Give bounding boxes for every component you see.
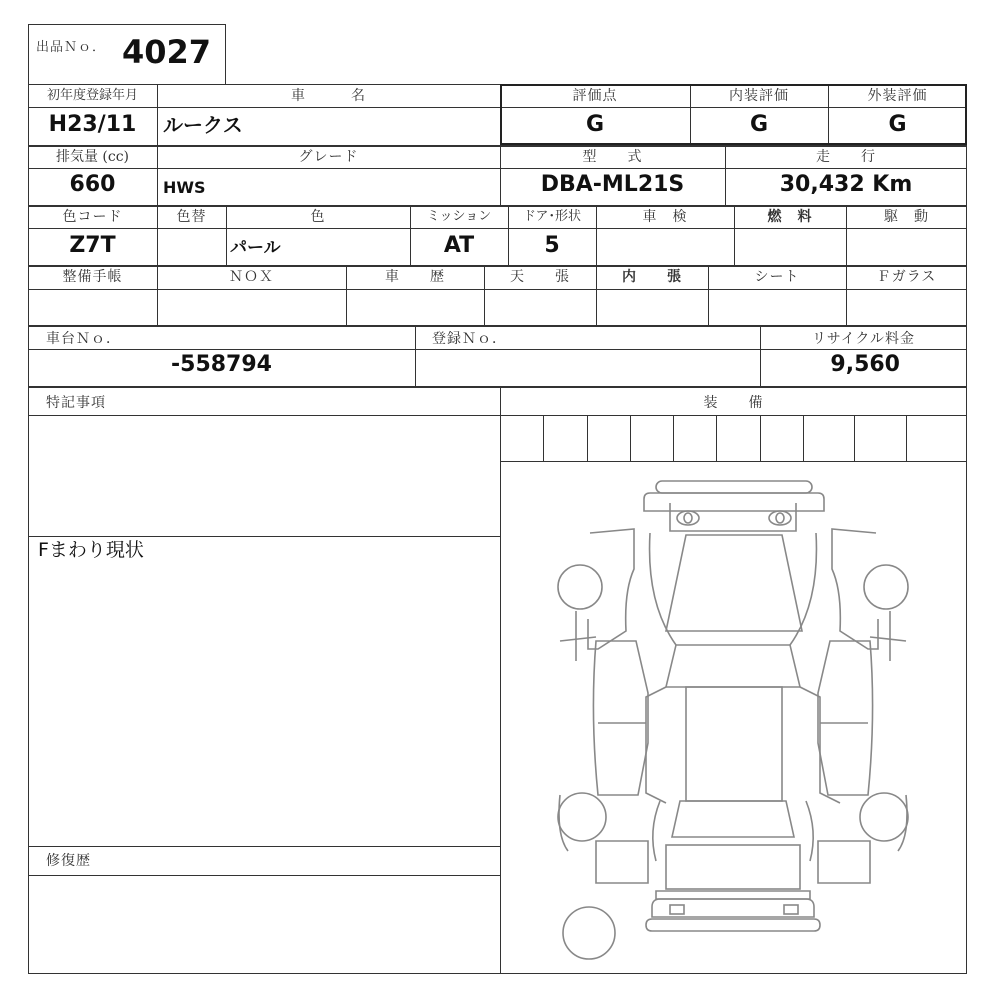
- chassis-value: -558794: [171, 352, 272, 377]
- car-name-label: 車 名: [291, 88, 366, 104]
- recycle-label: リサイクル料金: [811, 331, 916, 347]
- doors-label: ドア･形状: [522, 209, 582, 224]
- drive-label: 駆 動: [884, 209, 929, 225]
- score-value: G: [585, 112, 605, 137]
- transmission-value: AT: [443, 233, 475, 258]
- displacement-label: 排気量 (cc): [55, 149, 130, 165]
- inspection-label: 車 検: [642, 209, 688, 225]
- first-reg-value: H23/11: [48, 112, 137, 137]
- score-label: 評価点: [572, 88, 618, 104]
- color-label: 色: [310, 209, 326, 225]
- roof-label: 天 張: [510, 269, 570, 285]
- fuel-label: 燃 料: [767, 209, 813, 225]
- exterior-score-label: 外装評価: [867, 88, 928, 104]
- interior-trim-label: 内 張: [622, 269, 682, 285]
- chassis-label: 車台Ｎｏ．: [46, 331, 121, 347]
- grade-value: HWS: [163, 178, 206, 197]
- model-value: DBA-ML21S: [540, 172, 685, 197]
- maintenance-label: 整備手帳: [62, 269, 123, 285]
- color-value: パール: [230, 238, 281, 258]
- notes-label: 特記事項: [46, 395, 106, 411]
- listing-number: 4027: [122, 33, 212, 71]
- repair-history-label: 修復歴: [46, 853, 91, 869]
- repaint-label: 色替: [176, 209, 207, 225]
- nox-label: ＮＯＸ: [229, 269, 274, 285]
- seat-label: シート: [754, 269, 800, 285]
- front-condition-note: Fまわり現状: [38, 539, 144, 561]
- car-name-value: ルークス: [163, 113, 243, 137]
- listing-label: 出品Ｎｏ．: [36, 40, 107, 55]
- mileage-label: 走 行: [816, 149, 876, 165]
- grade-label: グレード: [298, 149, 359, 165]
- f-glass-label: Ｆガラス: [876, 269, 937, 285]
- transmission-label: ミッション: [426, 209, 492, 224]
- color-code-value: Z7T: [69, 233, 116, 258]
- doors-value: 5: [544, 233, 560, 258]
- interior-score-label: 内装評価: [729, 88, 789, 104]
- first-reg-label: 初年度登録年月: [46, 88, 138, 103]
- equipment-label: 装 備: [703, 395, 764, 411]
- displacement-value: 660: [69, 172, 116, 197]
- car-damage-diagram[interactable]: [500, 461, 966, 973]
- registration-label: 登録Ｎｏ．: [432, 331, 507, 347]
- interior-score-value: G: [749, 112, 769, 137]
- exterior-score-value: G: [888, 112, 907, 137]
- color-code-label: 色コード: [62, 209, 123, 225]
- recycle-value: 9,560: [830, 352, 900, 377]
- model-label: 型 式: [582, 149, 643, 165]
- history-label: 車 歴: [385, 269, 445, 285]
- mileage-value: 30,432 Km: [779, 172, 913, 197]
